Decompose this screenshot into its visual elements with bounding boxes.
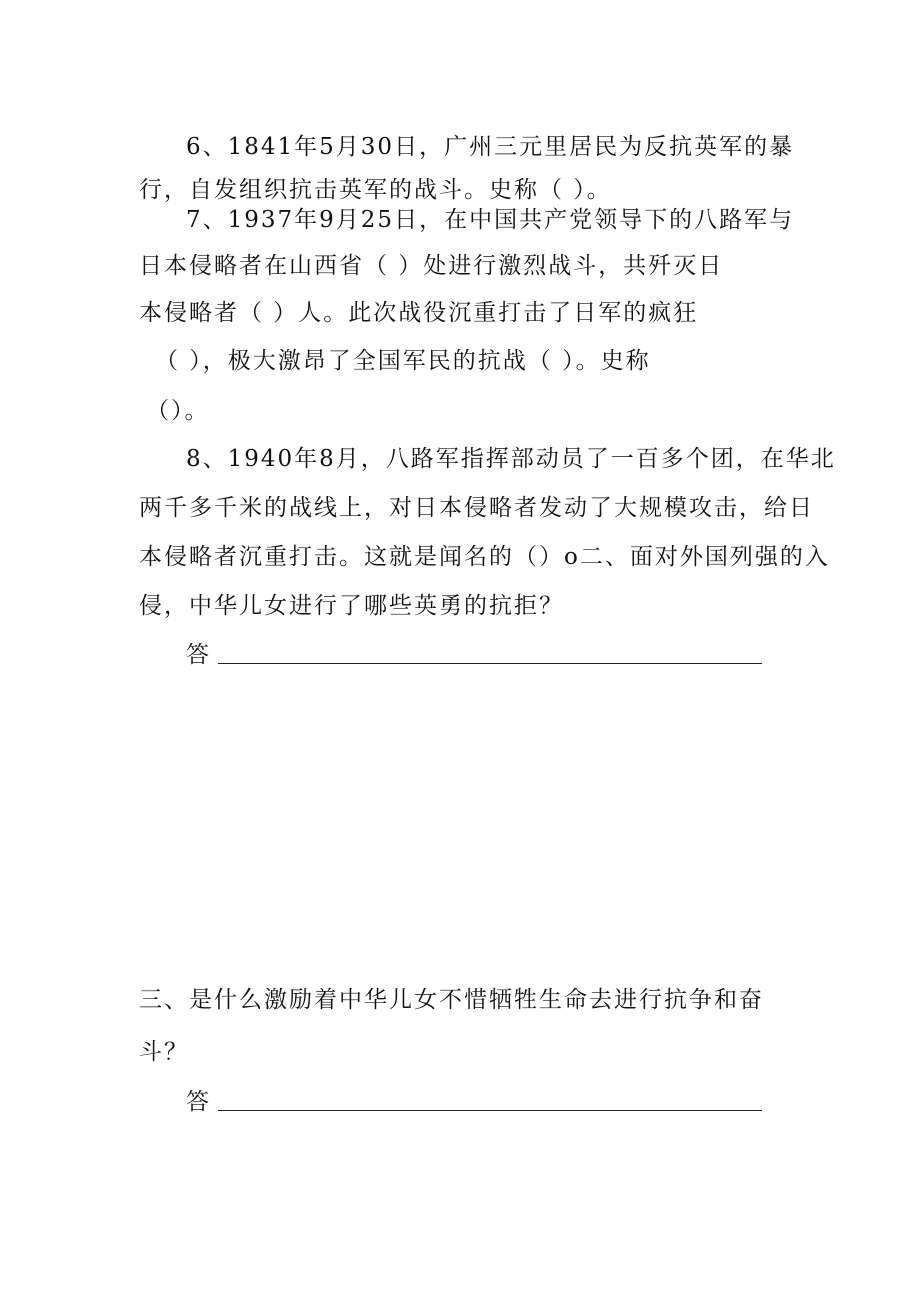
q7-line-3: 本侵略者（ ）人。此次战役沉重打击了日军的疯狂	[139, 300, 699, 326]
answer-line[interactable]	[218, 1110, 762, 1111]
q7-line-1: 7、1937年9月25日，在中国共产党领导下的八路军与	[186, 207, 795, 233]
q7-line-5: （）。	[146, 398, 210, 424]
answer-label: 答	[186, 1089, 211, 1115]
q8-line-4: 侵，中华儿女进行了哪些英勇的抗拒？	[139, 593, 564, 619]
q8-line-1: 8、1940年8月，八路军指挥部动员了一百多个团，在华北	[186, 446, 836, 472]
section3-line-1: 三、是什么激励着中华儿女不惜牺牲生命去进行抗争和奋	[139, 987, 764, 1013]
q7-line-4: （ ），极大激昂了全国军民的抗战（ ）。史称	[155, 348, 651, 374]
q6-line-2: 行，自发组织抗击英军的战斗。史称（ ）。	[139, 177, 612, 203]
section3-line-2: 斗？	[139, 1039, 189, 1065]
q6-line-1: 6、1841年5月30日，广州三元里居民为反抗英军的暴	[186, 134, 795, 160]
q8-line-2: 两千多千米的战线上，对日本侵略者发动了大规模攻击，给日	[139, 495, 814, 521]
answer-label: 答	[186, 642, 211, 668]
q7-line-2: 日本侵略者在山西省（ ）处进行激烈战斗，共歼灭日	[139, 253, 724, 279]
answer-line[interactable]	[218, 663, 762, 664]
q8-line-3: 本侵略者沉重打击。这就是闻名的（）o二、面对外国列强的入	[139, 544, 830, 570]
